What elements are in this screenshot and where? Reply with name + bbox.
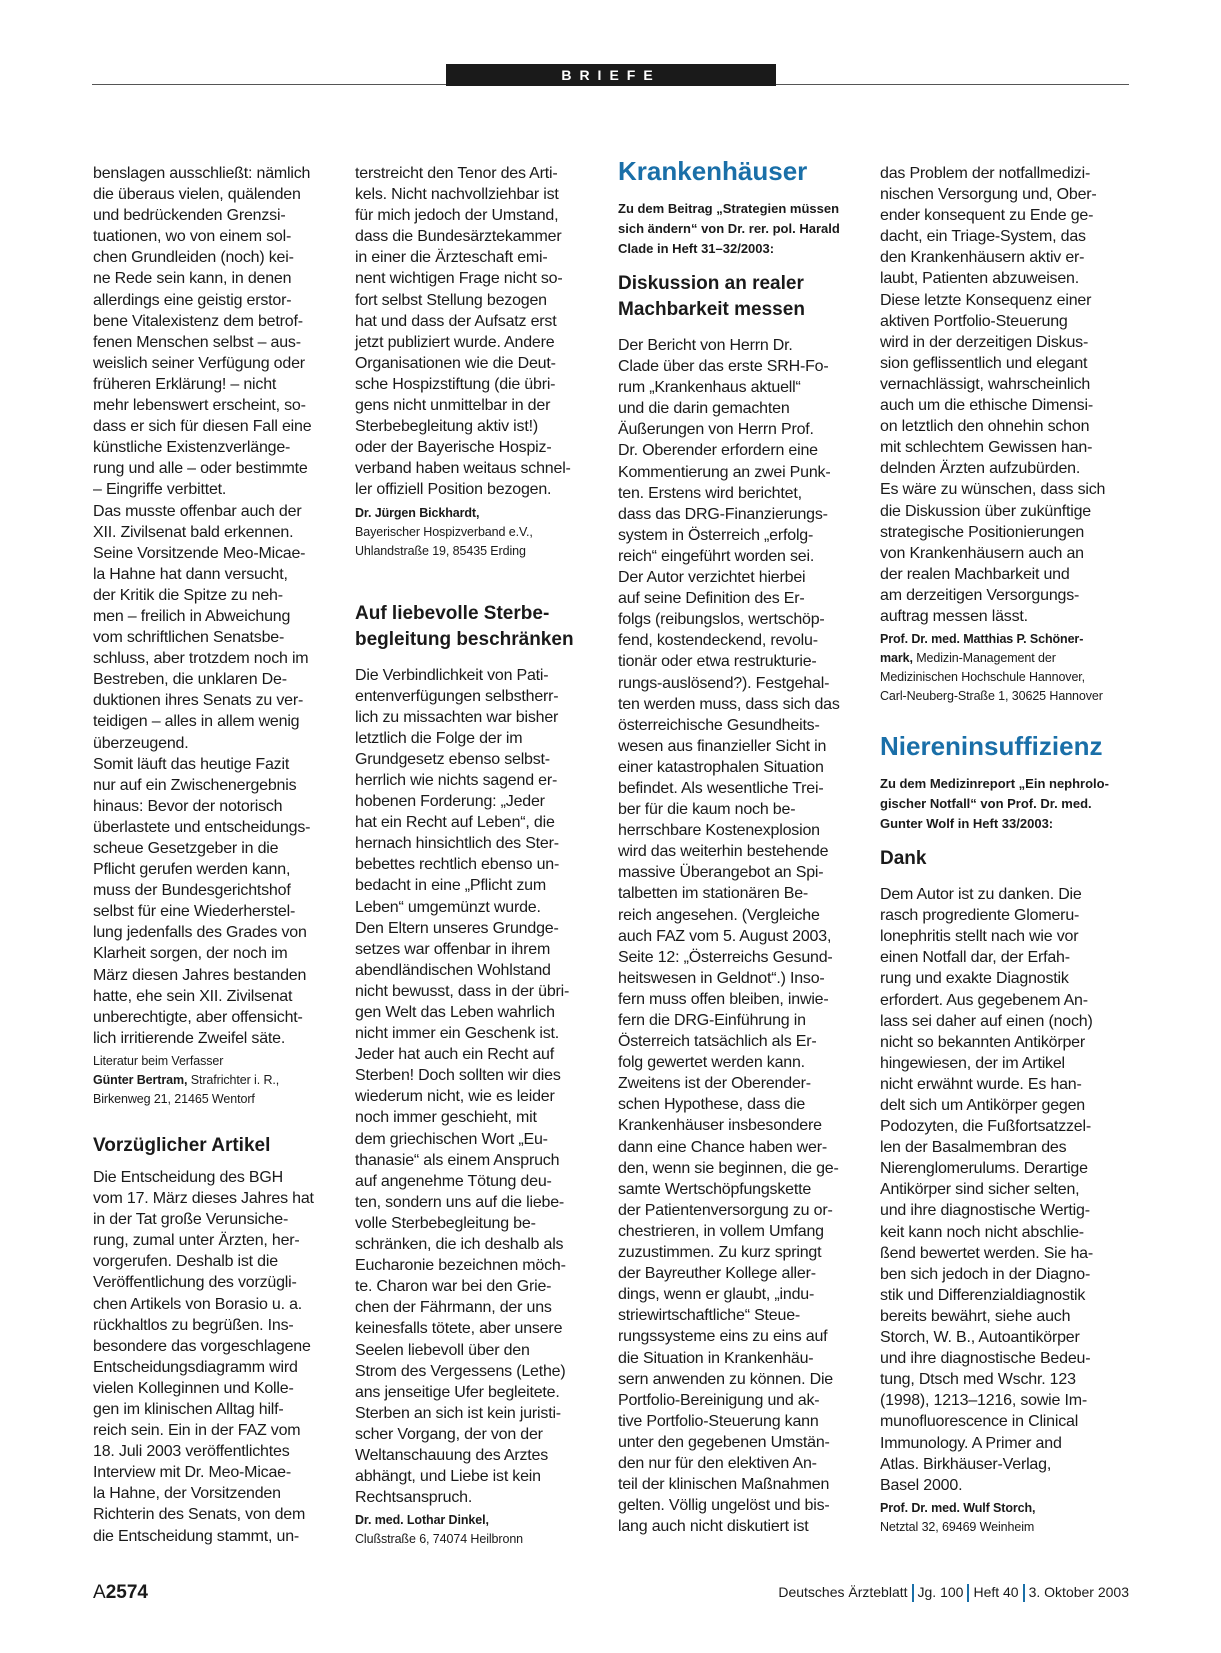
text-line: chen Grundleiden (noch) kei-	[93, 249, 294, 267]
text-line: hat und dass der Aufsatz erst	[355, 312, 557, 330]
text-line: in der Tat große Verunsiche-	[93, 1211, 289, 1229]
text-line: Veröffentlichung des vorzügli-	[93, 1274, 297, 1292]
text-line: muss der Bundesgerichtshof	[93, 882, 291, 900]
text-line: allerdings eine geistig erstor-	[93, 291, 292, 309]
text-line: den Krankenhäusern aktiv er-	[880, 249, 1085, 267]
text-line: schränken, die ich deshalb als	[355, 1236, 564, 1254]
text-line: fort selbst Stellung bezogen	[355, 291, 547, 309]
text-line: Es wäre zu wünschen, dass sich	[880, 481, 1106, 499]
reference-note	[880, 774, 1128, 834]
text-line: samte Wertschöpfungskette	[618, 1180, 812, 1198]
text-line: ne Rede sein kann, in denen	[93, 270, 292, 288]
text-line: lich zu missachten war bisher	[355, 708, 559, 726]
text-line: 18. Juli 2003 veröffentlichtes	[93, 1443, 290, 1461]
text-line: aktiven Portfolio-Steuerung	[880, 312, 1068, 330]
text-line: folg gewertet werden kann.	[618, 1054, 805, 1072]
text-line: Das musste offenbar auch der	[93, 502, 302, 520]
text-line: reich“ eingeführt worden sei.	[618, 547, 815, 565]
text-line: rum „Krankenhaus aktuell“	[618, 379, 801, 397]
text-line: lich irritierende Zweifel säte.	[93, 1029, 286, 1047]
text-line: Den Eltern unseres Grundge-	[355, 919, 559, 937]
author-address: Birkenweg 21, 21465 Wentorf	[93, 1091, 255, 1106]
text-line: Clade in Heft 31–32/2003:	[618, 241, 775, 256]
text-line: die Entscheidung stammt, un-	[93, 1527, 300, 1545]
author-affiliation: Bayerischer Hospizverband e.V.,	[355, 524, 533, 539]
text-line: der realen Machbarkeit und	[880, 565, 1070, 583]
text-line: abhängt, und Liebe ist kein	[355, 1468, 541, 1486]
text-line: den, wenn sie beginnen, die ge-	[618, 1159, 839, 1177]
text-line: tung, Dtsch med Wschr. 123	[880, 1371, 1076, 1389]
text-line: Sterben an sich ist kein juristi-	[355, 1404, 561, 1422]
letter-bickhardt-signature	[355, 504, 603, 561]
text-line: verband haben weitaus schnel-	[355, 460, 571, 478]
text-line: fenen Menschen selbst – aus-	[93, 333, 301, 351]
text-line: schen Hypothese, dass die	[618, 1096, 806, 1114]
text-line: auf seine Definition des Er-	[618, 590, 805, 608]
text-line: hernach hinsichtlich des Ster-	[355, 835, 559, 853]
text-line: nicht immer ein Geschenk ist.	[355, 1025, 560, 1043]
text-line: nur auf ein Zwischenergebnis	[93, 776, 297, 794]
text-line: ans jenseitige Ufer begleitete.	[355, 1383, 560, 1401]
topic-title: Niereninsuffizienz	[880, 731, 1103, 762]
text-line: gen Welt das Leben wahrlich	[355, 1004, 555, 1021]
text-line: Klarheit sorgen, der noch im	[93, 945, 288, 963]
author-address: Uhlandstraße 19, 85435 Erding	[355, 543, 526, 558]
text-line: delt sich um Antikörper gegen	[880, 1097, 1085, 1114]
text-line: scheue Gesetzgeber in die	[93, 840, 279, 857]
letter-heading	[618, 271, 866, 323]
text-line: lung jedenfalls des Grades von	[93, 924, 307, 942]
text-line: teil der klinischen Maßnahmen	[618, 1476, 830, 1494]
text-line: sern anwenden zu können. Die	[618, 1370, 833, 1388]
text-line: auf angenehme Tötung deu-	[355, 1172, 552, 1190]
text-line: lang auch nicht diskutiert ist	[618, 1518, 809, 1536]
text-line: Pflicht gerufen werden kann,	[93, 861, 291, 879]
text-line: besondere das vorgeschlagene	[93, 1337, 311, 1355]
text-line: Kommentierung an zwei Punk-	[618, 463, 831, 481]
text-line: folgs (reibungslos, wertschöp-	[618, 611, 825, 629]
text-line: system in Österreich „erfolg-	[618, 526, 814, 544]
text-line: tive Portfolio-Steuerung kann	[618, 1412, 819, 1430]
column-1	[93, 163, 341, 1547]
text-line: kels. Nicht nachvollziehbar ist	[355, 186, 559, 204]
text-line: vom schriftlichen Senatsbe-	[93, 629, 285, 647]
text-line: fern die DRG-Einführung in	[618, 1012, 806, 1029]
author-affiliation: Medizinischen Hochschule Hannover,	[880, 670, 1086, 685]
letter-storch-text	[880, 884, 1128, 1496]
text-line: hat ein Recht auf Leben“, die	[355, 814, 555, 832]
letter-storch-signature	[880, 1499, 1128, 1537]
text-line: laubt, Patienten abzuweisen.	[880, 270, 1079, 288]
separator	[1023, 1584, 1025, 1602]
text-line: entenverfügungen selbstherr-	[355, 687, 559, 705]
text-line: österreichische Gesundheits-	[618, 716, 820, 734]
text-line: keinesfalls tötete, aber unsere	[355, 1320, 563, 1338]
text-line: bereits bewährt, siehe auch	[880, 1307, 1071, 1325]
text-line: Portfolio-Bereinigung und ak-	[618, 1391, 820, 1409]
text-line: la Hahne hat dann versucht,	[93, 565, 288, 583]
text-line: der Patientenversorgung zu or-	[618, 1201, 833, 1219]
text-line: einen Notfall dar, der Erfah-	[880, 949, 1070, 967]
text-line: einer katastrophalen Situation	[618, 758, 824, 776]
text-line: rung und exakte Diagnostik	[880, 970, 1069, 988]
text-line: Strom des Vergessens (Lethe)	[355, 1362, 566, 1380]
text-line: abendländischen Wohlstand	[355, 961, 551, 979]
text-line: unter den gegebenen Umstän-	[618, 1433, 830, 1451]
text-line: Diskussion an realer	[618, 273, 804, 294]
author-address: Clußstraße 6, 74074 Heilbronn	[355, 1532, 524, 1547]
text-line: mehr lebenswert erscheint, so-	[93, 397, 306, 415]
text-line: Clade über das erste SRH-Fo-	[618, 358, 829, 376]
text-line: hingewiesen, der im Artikel	[880, 1054, 1065, 1072]
separator	[912, 1584, 914, 1602]
text-line: rungssysteme eins zu eins auf	[618, 1328, 828, 1346]
text-line: künstliche Existenzverlänge-	[93, 439, 291, 457]
text-line: nent wichtigen Frage nicht so-	[355, 270, 563, 288]
text-line: und ihre diagnostische Wertig-	[880, 1202, 1090, 1220]
letter-bertram-signature: Literatur beim Verfasser Günter Bertram, Strafrichter i. R., Birkenweg 21, 21465 Wentorf	[93, 1052, 341, 1109]
text-line: für mich jedoch der Umstand,	[355, 207, 559, 225]
text-line: ten werden muss, dass sich das	[618, 695, 840, 713]
text-line: Organisationen wie die Deut-	[355, 354, 556, 372]
text-line: scher Vorgang, der von der	[355, 1425, 543, 1443]
text-line: nischen Versorgung und, Ober-	[880, 186, 1097, 204]
text-line: Interview mit Dr. Meo-Micae-	[93, 1464, 291, 1482]
text-line: tuationen, wo von einem sol-	[93, 228, 292, 246]
text-line: auftrag messen lässt.	[880, 607, 1028, 625]
text-line: Antikörper sind sicher selten,	[880, 1181, 1080, 1199]
text-line: auch um die ethische Dimensi-	[880, 397, 1093, 415]
text-line: Entscheidungsdiagramm wird	[93, 1358, 298, 1376]
text-line: lonephritis stellt nach wie vor	[880, 928, 1079, 946]
text-line: Dr. Oberender erfordern eine	[618, 442, 818, 460]
text-line: die Situation in Krankenhäu-	[618, 1349, 814, 1367]
letter-heading: Vorzüglicher Artikel	[93, 1134, 271, 1156]
text-line: strategische Positionierungen	[880, 523, 1085, 541]
text-line: und ihre diagnostische Bedeu-	[880, 1350, 1091, 1368]
text-line: sich ändern“ von Dr. rer. pol. Harald	[618, 221, 840, 236]
text-line: Diese letzte Konsequenz einer	[880, 291, 1092, 309]
text-line: Die Verbindlichkeit von Pati-	[355, 666, 549, 684]
author-name: Günter Bertram,	[93, 1072, 188, 1087]
text-line: herrlich wie nichts sagend er-	[355, 771, 558, 789]
text-line: Storch, W. B., Autoantikörper	[880, 1329, 1080, 1347]
text-line: gischer Notfall“ von Prof. Dr. med.	[880, 796, 1092, 812]
text-line: reich sein. Ein in der FAZ vom	[93, 1422, 301, 1440]
text-line: rung, zumal unter Ärzten, her-	[93, 1232, 300, 1250]
text-line: von Krankenhäusern auch an	[880, 544, 1084, 562]
text-line: massive Überangebot an Spi-	[618, 864, 824, 882]
text-line: Richterin des Senats, von dem	[93, 1506, 306, 1524]
text-line: Zu dem Medizinreport „Ein nephrolo-	[880, 776, 1109, 792]
text-line: gelten. Völlig ungelöst und bis-	[618, 1497, 830, 1515]
text-line: den nur für den elektiven An-	[618, 1454, 817, 1472]
text-line: Somit läuft das heutige Fazit	[93, 755, 290, 773]
text-line: chen Artikels von Borasio u. a.	[93, 1295, 303, 1313]
text-line: gen im klinischen Alltag hilf-	[93, 1400, 284, 1418]
text-line: Eucharonie bezeichnen möch-	[355, 1257, 566, 1275]
text-line: der Kritik die Spitze zu neh-	[93, 586, 283, 604]
text-line: selbst für eine Wiederherstel-	[93, 903, 296, 921]
text-line: Der Autor verzichtet hierbei	[618, 569, 806, 587]
text-line: Zweitens ist der Oberender-	[618, 1075, 811, 1093]
text-line: das Problem der notfallmedizi-	[880, 165, 1091, 182]
text-line: tionär oder etwa restrukturie-	[618, 653, 817, 671]
text-line: wiederum nicht, wie es leider	[355, 1088, 555, 1106]
text-line: terstreicht den Tenor des Arti-	[355, 165, 558, 182]
author-name: Prof. Dr. med. Matthias P. Schöner-	[880, 632, 1084, 647]
text-line: la Hahne, der Vorsitzenden	[93, 1485, 281, 1503]
text-line: begleitung beschränken	[355, 628, 574, 650]
text-line: bebettes rechtlich ebenso un-	[355, 856, 560, 874]
text-line: heitswesen in Geldnot“.) Inso-	[618, 969, 825, 987]
journal-name: Deutsches Ärzteblatt	[778, 1584, 908, 1600]
author-name: Dr. Jürgen Bickhardt,	[355, 505, 480, 520]
text-line: rung und alle – oder bestimmte	[93, 460, 308, 478]
text-line: dass die Bundesärztekammer	[355, 228, 562, 246]
text-line: zuzustimmen. Zu kurz springt	[618, 1244, 822, 1262]
text-line: Seine Vorsitzende Meo-Micae-	[93, 544, 306, 562]
topic-title: Krankenhäuser	[618, 156, 808, 186]
text-line: Seite 12: „Österreichs Gesund-	[618, 948, 833, 966]
text-line: und die darin gemachten	[618, 400, 790, 418]
text-line: chestrieren, in vollem Umfang	[618, 1222, 824, 1240]
text-line: Dem Autor ist zu danken. Die	[880, 886, 1082, 904]
text-line: Die Entscheidung des BGH	[93, 1168, 283, 1186]
text-line: wesen aus finanzieller Sicht in	[618, 737, 827, 755]
text-line: die überaus vielen, quälenden	[93, 186, 301, 204]
text-line: die Diskussion über zukünftige	[880, 502, 1092, 520]
text-line: jetzt publiziert wurde. Andere	[355, 333, 555, 351]
letter-schoenermark-text-cont	[880, 163, 1128, 627]
text-line: weislich seiner Verfügung oder	[93, 354, 305, 372]
text-line: volle Sterbebegleitung be-	[355, 1214, 536, 1232]
text-line: nicht so bekannten Antikörper	[880, 1033, 1086, 1051]
text-line: gens nicht unmittelbar in der	[355, 397, 551, 415]
text-line: und bedrückenden Grenzsi-	[93, 207, 286, 225]
text-line: vorgerufen. Deshalb ist die	[93, 1253, 278, 1271]
text-line: Sterbebegleitung aktiv ist!)	[355, 418, 538, 436]
text-line: dacht, ein Triage-System, das	[880, 228, 1086, 246]
text-line: mit schlechtem Gewissen han-	[880, 439, 1093, 457]
section-header: BRIEFE	[446, 64, 776, 86]
text-line: rungs-auslösend?). Festgehal-	[618, 674, 830, 692]
text-line: Seelen liebevoll über den	[355, 1341, 530, 1359]
text-line: bene Vitalexistenz dem betrof-	[93, 312, 303, 330]
text-line: keit kann noch nicht abschlie-	[880, 1223, 1084, 1241]
volume: Jg. 100	[917, 1584, 964, 1600]
text-line: sche Hospizstiftung (die übri-	[355, 375, 556, 393]
text-line: Rechtsanspruch.	[355, 1489, 473, 1507]
column-2	[355, 163, 603, 1549]
text-line: in einer die Ärzteschaft emi-	[355, 249, 548, 267]
text-line: thanasie“ als einem Anspruch	[355, 1151, 560, 1169]
text-line: unberechtigte, aber offensicht-	[93, 1008, 303, 1026]
author-name: Dr. med. Lothar Dinkel,	[355, 1513, 489, 1528]
text-line: vom 17. März dieses Jahres hat	[93, 1190, 314, 1208]
text-line: wird das weiterhin bestehende	[618, 843, 829, 861]
text-line: delnden Ärzten aufzubürden.	[880, 460, 1081, 478]
letter-schoenermark-text	[618, 335, 866, 1537]
text-line: Atlas. Birkhäuser-Verlag,	[880, 1455, 1052, 1473]
text-line: Der Bericht von Herrn Dr.	[618, 337, 793, 354]
text-line: ben sich jedoch in der Diagno-	[880, 1265, 1091, 1283]
text-line: ber für die kaum noch be-	[618, 801, 796, 819]
text-line: fern muss offen bleiben, inwie-	[618, 990, 829, 1008]
column-4	[880, 163, 1128, 1537]
text-line: lass sei daher auf einen (noch)	[880, 1012, 1093, 1030]
text-line: Gunter Wolf in Heft 33/2003:	[880, 816, 1054, 832]
text-line: bedacht in eine „Pflicht zum	[355, 877, 546, 895]
text-line: Basel 2000.	[880, 1476, 963, 1494]
separator	[967, 1584, 969, 1602]
page-number: A2574	[93, 1582, 148, 1603]
text-line: te. Charon war bei den Grie-	[355, 1278, 552, 1296]
text-line: Leben“ umgemünzt wurde.	[355, 898, 541, 916]
text-line: erfordert. Aus gegebenem An-	[880, 991, 1088, 1009]
text-line: striewirtschaftliche“ Steue-	[618, 1307, 801, 1325]
text-line: Jeder hat auch ein Recht auf	[355, 1046, 554, 1064]
text-line: ten. Erstens wird berichtet,	[618, 484, 802, 502]
text-line: am derzeitigen Versorgungs-	[880, 586, 1080, 604]
text-line: rückhaltlos zu begrüßen. Ins-	[93, 1316, 294, 1334]
text-line: dass er sich für diesen Fall eine	[93, 418, 312, 436]
text-line: März diesen Jahres bestanden	[93, 966, 307, 984]
literature-note: Literatur beim Verfasser	[93, 1053, 224, 1068]
text-line: Immunology. A Primer and	[880, 1434, 1062, 1452]
text-line: dings, wenn er glaubt, „indu-	[618, 1286, 815, 1304]
text-line: Zu dem Beitrag „Strategien müssen	[618, 201, 840, 216]
journal-info	[778, 1584, 1129, 1602]
text-line: munofluorescence in Clinical	[880, 1413, 1079, 1431]
text-line: überlastete und entscheidungs-	[93, 818, 311, 836]
text-line: Podozyten, die Fußfortsatzzel-	[880, 1118, 1091, 1136]
text-line: Weltanschauung des Arztes	[355, 1446, 549, 1464]
text-line: (1998), 1213–1216, sowie Im-	[880, 1392, 1087, 1410]
text-line: ten, sondern uns auf die liebe-	[355, 1193, 565, 1211]
text-line: Nierenglomerulums. Derartige	[880, 1160, 1088, 1178]
issue-date: 3. Oktober 2003	[1028, 1584, 1129, 1600]
text-line: teidigen – alles in allem wenig	[93, 713, 300, 731]
text-line: len der Basalmembran des	[880, 1139, 1067, 1157]
author-address: Carl-Neuberg-Straße 1, 30625 Hannover	[880, 689, 1103, 704]
text-line: duktionen ihres Senats zu ver-	[93, 692, 304, 710]
issue: Heft 40	[973, 1584, 1019, 1600]
text-line: überzeugend.	[93, 734, 189, 752]
text-line: hinaus: Bevor der notorisch	[93, 797, 283, 815]
text-line: hobenen Forderung: „Jeder	[355, 793, 545, 811]
text-line: Sterben! Doch sollten wir dies	[355, 1067, 561, 1085]
text-line: herrschbare Kostenexplosion	[618, 822, 820, 840]
letter-bickhardt-text-cont	[355, 163, 603, 501]
text-line: Krankenhäuser insbesondere	[618, 1117, 822, 1135]
letter-dinkel-signature	[355, 1511, 603, 1549]
text-line: chen der Fährmann, der uns	[355, 1299, 552, 1317]
text-line: Machbarkeit messen	[618, 299, 805, 320]
column-3	[618, 156, 866, 1537]
author-address: Netztal 32, 69469 Weinheim	[880, 1519, 1035, 1534]
text-line: wird in der derzeitigen Diskus-	[880, 333, 1089, 351]
author-name: Prof. Dr. med. Wulf Storch,	[880, 1500, 1036, 1515]
text-line: reich angesehen. (Vergleiche	[618, 906, 820, 924]
text-line: vielen Kolleginnen und Kolle-	[93, 1379, 294, 1397]
text-line: schluss, aber trotzdem noch im	[93, 650, 309, 668]
text-line: XII. Zivilsenat bald erkennen.	[93, 523, 294, 541]
text-line: men – freilich in Abweichung	[93, 607, 291, 625]
text-line: Bestreben, die unklaren De-	[93, 671, 287, 689]
text-line: rasch progrediente Glomeru-	[880, 907, 1080, 925]
text-line: dass das DRG-Finanzierungs-	[618, 505, 828, 523]
text-line: der Bayreuther Kollege aller-	[618, 1265, 816, 1283]
text-line: ender konsequent zu Ende ge-	[880, 207, 1094, 225]
text-line: dem griechischen Wort „Eu-	[355, 1130, 548, 1148]
text-line: Äußerungen von Herrn Prof.	[618, 421, 814, 439]
text-line: dann eine Chance haben wer-	[618, 1138, 827, 1156]
text-line: befindet. Als wesentliche Trei-	[618, 779, 824, 797]
text-line: letztlich die Folge der im	[355, 729, 523, 747]
letter-dinkel-text	[355, 665, 603, 1509]
text-line: vernachlässigt, wahrscheinlich	[880, 375, 1091, 393]
text-line: Österreich tatsächlich als Er-	[618, 1033, 817, 1051]
text-line: fend, kostendeckend, revolu-	[618, 632, 818, 650]
text-line: talbetten im stationären Be-	[618, 885, 809, 903]
letter-schoenermark-signature: Prof. Dr. med. Matthias P. Schöner- mark, Medizin-Management der Medizinischen Hochschule Hannover, Carl-Neuberg-Straße 1, 30625 Hannover	[880, 630, 1128, 706]
text-line: on letztlich den ohnehin schon	[880, 418, 1090, 436]
reference-note	[618, 199, 866, 259]
text-line: früheren Erklärung! – nicht	[93, 375, 277, 393]
letter-bertram-text	[93, 163, 341, 1049]
text-line: auch FAZ vom 5. August 2003,	[618, 927, 832, 945]
text-line: sion geflissentlich und elegant	[880, 354, 1088, 372]
text-line: Auf liebevolle Sterbe-	[355, 602, 550, 624]
text-line: nicht erwähnt wurde. Es han-	[880, 1075, 1082, 1093]
text-line: ler offiziell Position bezogen.	[355, 481, 552, 499]
text-line: Grundgesetz ebenso selbst-	[355, 750, 550, 768]
letter-heading: Dank	[880, 848, 927, 870]
text-line: – Eingriffe verbittet.	[93, 481, 227, 499]
text-line: hatte, ehe sein XII. Zivilsenat	[93, 987, 293, 1005]
text-line: ßend bewertet werden. Sie ha-	[880, 1244, 1093, 1262]
text-line: noch immer geschieht, mit	[355, 1109, 537, 1127]
text-line: setzes war offenbar in ihrem	[355, 940, 551, 958]
text-line: oder der Bayerische Hospiz-	[355, 439, 552, 457]
letter-bickhardt-text	[93, 1167, 341, 1547]
letter-heading	[355, 601, 603, 653]
text-line: nicht bewusst, dass in der übri-	[355, 982, 570, 1000]
text-line: benslagen ausschließt: nämlich	[93, 165, 311, 182]
text-line: stik und Differenzialdiagnostik	[880, 1286, 1086, 1304]
